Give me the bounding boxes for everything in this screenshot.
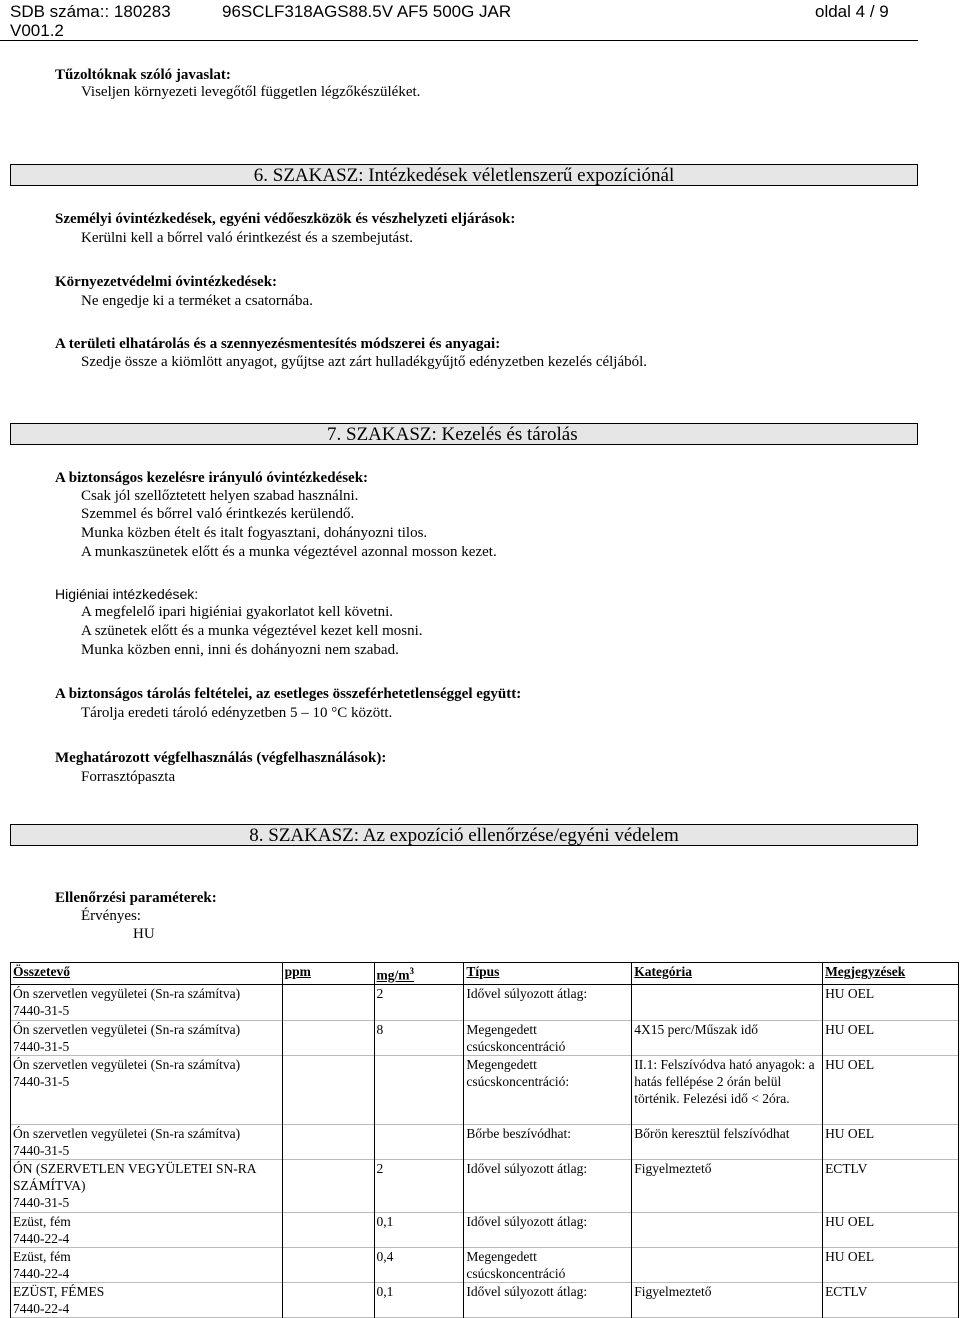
cas-number: 7440-31-5 [13, 1142, 70, 1158]
table-row [11, 1212, 959, 1247]
firefighters-title: Tűzoltóknak szóló javaslat: [55, 67, 231, 83]
mgm3-label: mg/m [376, 967, 410, 983]
version: V001.2 [10, 21, 64, 40]
col-header-ppm: ppm [282, 963, 374, 985]
header-rule [0, 40, 918, 41]
cell-ppm [282, 984, 374, 1020]
table-row [11, 1159, 959, 1212]
cell-component [11, 1124, 283, 1159]
col-header-type: Típus [464, 963, 632, 985]
col-header-category: Kategória [632, 963, 823, 985]
cell-component [11, 1282, 283, 1317]
cell-category: Figyelmeztető [632, 1159, 823, 1212]
component-name: EZÜST, FÉMES [13, 1283, 105, 1299]
handling-line: A munkaszünetek előtt és a munka végeztével azonnal mosson kezet. [81, 544, 497, 560]
hygiene-line: Munka közben enni, inni és dohányozni nem szabad. [81, 642, 399, 658]
cell-ppm [282, 1020, 374, 1055]
cas-number: 7440-31-5 [13, 1002, 70, 1018]
cell-type: Idővel súlyozott átlag: [464, 1282, 632, 1317]
env-precautions-title: Környezetvédelmi óvintézkedések: [55, 274, 278, 290]
table-row [11, 984, 959, 1020]
exposure-limits-table [10, 962, 959, 1318]
component-name: Ón szervetlen vegyületei (Sn-ra számítva) [13, 1021, 241, 1037]
cleanup-text: Szedje össze a kiömlött anyagot, gyűjtse azt zárt hulladékgyűjtő edényzetben kezelés céljából. [81, 354, 648, 370]
sdb-number: SDB száma:: 180283 [10, 2, 171, 21]
handling-line: Munka közben ételt és italt fogyasztani, dohányozni tilos. [81, 525, 428, 541]
table-row [11, 1247, 959, 1282]
hygiene-line: A szünetek előtt és a munka végeztével kezet kell mosni. [81, 623, 423, 639]
handling-line: Csak jól szellőztetett helyen szabad használni. [81, 488, 359, 504]
hygiene-title: Higiéniai intézkedések: [55, 586, 199, 602]
cell-ppm [282, 1055, 374, 1124]
cell-category: Bőrön keresztül felszívódhat [632, 1124, 823, 1159]
cell-remark: HU OEL [823, 1247, 959, 1282]
cell-mgm3: 2 [374, 984, 464, 1020]
cell-mgm3: 8 [374, 1020, 464, 1055]
hygiene-line: A megfelelő ipari higiéniai gyakorlatot kell követni. [81, 604, 393, 620]
cell-component [11, 1247, 283, 1282]
env-precautions-text: Ne engedje ki a terméket a csatornába. [81, 293, 313, 309]
cell-mgm3 [374, 1124, 464, 1159]
cell-remark: HU OEL [823, 1212, 959, 1247]
cell-remark: ECTLV [823, 1282, 959, 1317]
section7-title: 7. SZAKASZ: Kezelés és tárolás [10, 423, 918, 445]
cell-category [632, 1247, 823, 1282]
component-name: Ón szervetlen vegyületei (Sn-ra számítva) [13, 985, 241, 1001]
product-code: 96SCLF318AGS88.5V AF5 500G JAR [222, 2, 512, 21]
handling-title: A biztonságos kezelésre irányuló óvintézkedések: [55, 470, 369, 486]
cell-type: Megengedett csúcskoncentráció [464, 1020, 632, 1055]
cell-remark: ECTLV [823, 1159, 959, 1212]
cell-component [11, 1055, 283, 1124]
cell-component [11, 1020, 283, 1055]
table-row [11, 1020, 959, 1055]
cas-number: 7440-22-4 [13, 1300, 70, 1316]
cell-category: II.1: Felszívódva ható anyagok: a hatás fellépése 2 órán belül történik. Felezési idő < 2óra. [632, 1055, 823, 1124]
cell-ppm [282, 1282, 374, 1317]
cell-type: Megengedett csúcskoncentráció: [464, 1055, 632, 1124]
cell-ppm [282, 1159, 374, 1212]
component-name: ÓN (SZERVETLEN VEGYÜLETEI SN-RA SZÁMÍTVA) [13, 1160, 256, 1193]
cas-number: 7440-31-5 [13, 1038, 70, 1054]
cell-type: Bőrbe beszívódhat: [464, 1124, 632, 1159]
table-row [11, 1282, 959, 1317]
mgm3-sup: 3 [409, 966, 415, 976]
cell-mgm3: 0,4 [374, 1247, 464, 1282]
cas-number: 7440-22-4 [13, 1230, 70, 1246]
page-indicator: oldal 4 / 9 [815, 2, 889, 21]
cas-number: 7440-22-4 [13, 1265, 70, 1281]
cell-type: Megengedett csúcskoncentráció [464, 1247, 632, 1282]
storage-text: Tárolja eredeti tároló edényzetben 5 – 10 °C között. [81, 705, 393, 721]
cell-remark: HU OEL [823, 1124, 959, 1159]
cell-ppm [282, 1247, 374, 1282]
cell-type: Idővel súlyozott átlag: [464, 1212, 632, 1247]
personal-precautions-title: Személyi óvintézkedések, egyéni védőeszközök és vészhelyzeti eljárások: [55, 211, 516, 227]
cell-type: Idővel súlyozott átlag: [464, 984, 632, 1020]
cas-number: 7440-31-5 [13, 1073, 70, 1089]
cell-ppm [282, 1124, 374, 1159]
enduse-title: Meghatározott végfelhasználás (végfelhasználások): [55, 750, 387, 766]
cell-mgm3: 0,1 [374, 1212, 464, 1247]
col-header-component: Összetevő [11, 963, 283, 985]
cell-category: 4X15 perc/Műszak idő [632, 1020, 823, 1055]
cell-ppm [282, 1212, 374, 1247]
cell-mgm3: 2 [374, 1159, 464, 1212]
component-name: Ezüst, fém [13, 1213, 71, 1229]
cas-number: 7440-31-5 [13, 1194, 70, 1210]
cell-component [11, 1212, 283, 1247]
component-name: Ón szervetlen vegyületei (Sn-ra számítva) [13, 1056, 241, 1072]
cell-mgm3: 0,1 [374, 1282, 464, 1317]
cell-category [632, 1212, 823, 1247]
handling-line: Szemmel és bőrrel való érintkezés kerülendő. [81, 506, 355, 522]
control-params-title: Ellenőrzési paraméterek: [55, 890, 217, 906]
table-row [11, 1124, 959, 1159]
table-row [11, 1055, 959, 1124]
cell-remark: HU OEL [823, 984, 959, 1020]
valid-value: HU [133, 926, 155, 942]
valid-label: Érvényes: [81, 908, 141, 924]
enduse-text: Forrasztópaszta [81, 769, 176, 785]
cell-category: Figyelmeztető [632, 1282, 823, 1317]
col-header-mgm3 [374, 963, 464, 985]
cell-component [11, 984, 283, 1020]
section6-title: 6. SZAKASZ: Intézkedések véletlenszerű expozíciónál [10, 164, 918, 186]
firefighters-text: Viseljen környezeti levegőtől független légzőkészüléket. [81, 84, 421, 100]
cell-type: Idővel súlyozott átlag: [464, 1159, 632, 1212]
component-name: Ón szervetlen vegyületei (Sn-ra számítva) [13, 1125, 241, 1141]
cell-remark: HU OEL [823, 1020, 959, 1055]
cleanup-title: A területi elhatárolás és a szennyezésmentesítés módszerei és anyagai: [55, 336, 501, 352]
cell-component [11, 1159, 283, 1212]
col-header-remark: Megjegyzések [823, 963, 959, 985]
storage-title: A biztonságos tárolás feltételei, az esetleges összeférhetetlenséggel együtt: [55, 686, 522, 702]
cell-remark: HU OEL [823, 1055, 959, 1124]
cell-category [632, 984, 823, 1020]
cell-mgm3 [374, 1055, 464, 1124]
section8-title: 8. SZAKASZ: Az expozíció ellenőrzése/egyéni védelem [10, 824, 918, 846]
component-name: Ezüst, fém [13, 1248, 71, 1264]
personal-precautions-text: Kerülni kell a bőrrel való érintkezést és a szembejutást. [81, 230, 413, 246]
table-header-row [11, 963, 959, 985]
